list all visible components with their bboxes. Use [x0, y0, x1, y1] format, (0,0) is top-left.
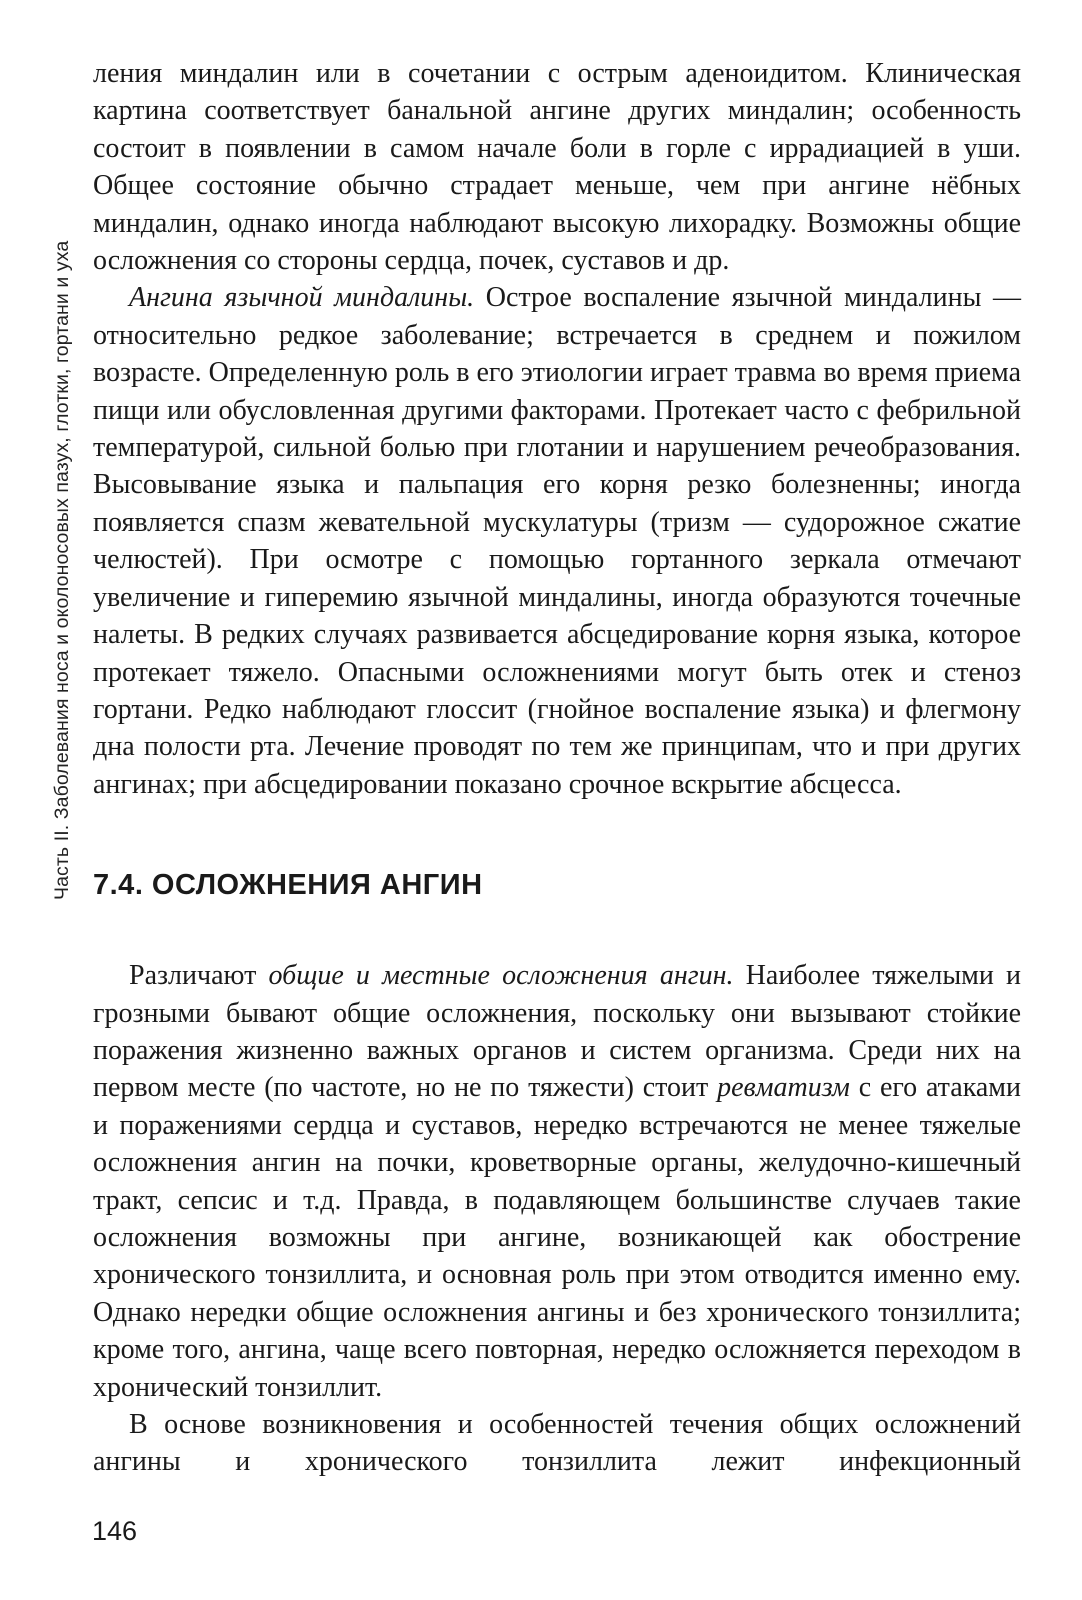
- italic-term: общие и местные осложнения ангин.: [268, 960, 734, 992]
- paragraph-complications: [93, 957, 1021, 1406]
- page-number: 146: [92, 1516, 138, 1546]
- section-heading: 7.4. ОСЛОЖНЕНИЯ АНГИН: [93, 869, 483, 902]
- paragraph-continuation: ления миндалин или в сочетании с острым аденоидитом. Клиническая картина соответствует банальной ангине других миндалин; особенность состоит в появлении в самом начале боли в горле с иррадиацией в уши. Общее состояние обычно страдает меньше, чем при ангине нёбных миндалин, однако иногда наблюдают высокую лихорадку. Возможны общие осложнения со стороны сердца, почек, суставов и др.: [93, 58, 1021, 277]
- paragraph-lead-italic: Ангина язычной миндалины.: [129, 282, 475, 314]
- paragraph-basis: В основе возникновения и особенностей течения общих осложнений ангины и хронического тонзиллита лежит инфекционный: [93, 1409, 1021, 1478]
- running-head: Часть II. Заболевания носа и околоносовых пазух, глотки, гортани и уха: [51, 240, 73, 900]
- page-body: [93, 55, 1021, 1481]
- paragraph-lingual-tonsil: [93, 279, 1021, 803]
- text-run: Наиболее тяжелыми и грозными бывают общие осложнения, поскольку они вызывают стойкие поражения жизненно важных органов и систем организма. Среди них на первом месте (по частоте, но не по тяжести) стоит: [93, 960, 1022, 1104]
- section-body: [93, 957, 1021, 1481]
- text-run: с его атаками и поражениями сердца и суставов, нередко встречаются не менее тяжелые осложнения ангин на почки, кроветворные органы, желудочно-кишечный тракт, сепсис и т.д. Правда, в подавляющем большинстве случаев такие осложнения возможны при ангине, возникающей как обострение хронического тонзиллита, и основная роль при этом отводится именно ему. Однако нередки общие осложнения ангины и без хронического тонзиллита; кроме того, ангина, чаще всего повторная, нередко осложняется переходом в хронический тонзиллит.: [93, 1072, 1022, 1403]
- paragraph-text: Острое воспаление язычной миндалины — относительно редкое заболевание; встречается в среднем и пожилом возрасте. Определенную роль в его этиологии играет травма во время приема пищи или обусловленная другими факторами. Протекает часто с фебрильной температурой, сильной болью при глотании и нарушением речеобразования. Высовывание языка и пальпация его корня резко болезненны; иногда появляется спазм жевательной мускулатуры (тризм — судорожное сжатие челюстей). При осмотре с помощью гортанного зеркала отмечают увеличение и гиперемию язычной миндалины, иногда образуются точечные налеты. В редких случаях развивается абсцедирование корня языка, которое протекает тяжело. Опасными осложнениями могут быть отек и стеноз гортани. Редко наблюдают глоссит (гнойное воспаление языка) и флегмону дна полости рта. Лечение проводят по тем же принципам, что и при других ангинах; при абсцедировании показано срочное вскрытие абсцесса.: [93, 282, 1021, 800]
- italic-term: ревматизм: [717, 1072, 850, 1104]
- text-run: Различают: [129, 960, 269, 992]
